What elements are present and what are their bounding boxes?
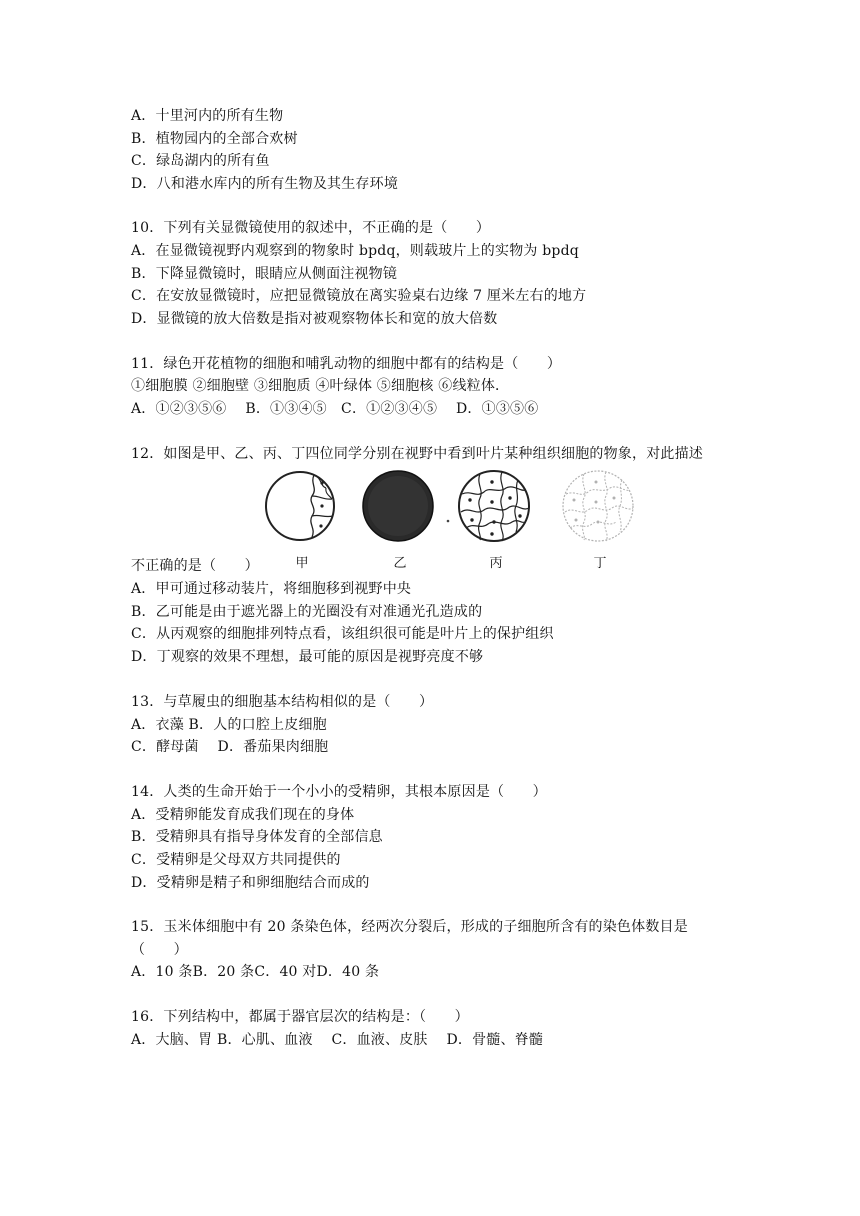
q9-option-b: B．植物园内的全部合欢树 — [131, 131, 298, 147]
q12-option-b: B．乙可能是由于遮光器上的光圈没有对准通光孔造成的 — [131, 604, 483, 620]
q12-option-d: D．丁观察的效果不理想，最可能的原因是视野亮度不够 — [131, 649, 484, 665]
q10-stem: 10．下列有关显微镜使用的叙述中，不正确的是（ ） — [131, 220, 491, 236]
q16-options: A．大脑、胃 B．心肌、血液 C．血液、皮肤 D．骨髓、脊髓 — [131, 1032, 544, 1048]
view-jia — [266, 472, 334, 540]
q13-stem: 13．与草履虫的细胞基本结构相似的是（ ） — [131, 694, 434, 710]
q13-options-1: A．衣藻 B．人的口腔上皮细胞 — [131, 717, 327, 733]
q15-stem-cont: （ ） — [131, 942, 188, 958]
q12-option-a: A．甲可通过移动装片，将细胞移到视野中央 — [131, 581, 412, 597]
q12-option-c: C．从丙观察的细胞排列特点看，该组织很可能是叶片上的保护组织 — [131, 626, 554, 642]
q12-microscope-figure — [262, 466, 648, 572]
view-bing — [459, 471, 529, 541]
q12-stem: 12．如图是甲、乙、丙、丁四位同学分别在视野中看到叶片某种组织细胞的物象，对此描述 — [131, 446, 704, 462]
q9-option-d: D．八和港水库内的所有生物及其生存环境 — [131, 176, 399, 192]
q14-option-b: B．受精卵具有指导身体发育的全部信息 — [131, 829, 383, 845]
q10-option-d: D．显微镜的放大倍数是指对被观察物体长和宽的放大倍数 — [131, 311, 498, 327]
speck-dot — [447, 520, 450, 523]
q10-option-a: A．在显微镜视野内观察到的物象时 bpdq，则载玻片上的实物为 bpdq — [131, 243, 579, 259]
q11-items: ①细胞膜 ②细胞壁 ③细胞质 ④叶绿体 ⑤细胞核 ⑥线粒体． — [131, 378, 510, 394]
label-ding: 丁 — [593, 556, 607, 571]
q14-option-c: C．受精卵是父母双方共同提供的 — [131, 852, 341, 868]
label-bing: 丙 — [489, 556, 503, 571]
q15-options: A．10 条B．20 条C．40 对D．40 条 — [131, 964, 380, 980]
q9-option-c: C．绿岛湖内的所有鱼 — [131, 153, 270, 169]
label-yi: 乙 — [393, 556, 407, 571]
q14-stem: 14．人类的生命开始于一个小小的受精卵，其根本原因是（ ） — [131, 784, 547, 800]
q14-option-a: A．受精卵能发育成我们现在的身体 — [131, 807, 355, 823]
q13-options-2: C．酵母菌 D．番茄果肉细胞 — [131, 739, 329, 755]
q10-option-b: B．下降显微镜时，眼睛应从侧面注视物镜 — [131, 266, 398, 282]
q16-stem: 16．下列结构中，都属于器官层次的结构是：（ ） — [131, 1009, 469, 1025]
q11-options: A．①②③⑤⑥ B．①③④⑤ C．①②③④⑤ D．①③⑤⑥ — [131, 401, 539, 417]
q10-option-c: C．在安放显微镜时，应把显微镜放在离实验桌右边缘 7 厘米左右的地方 — [131, 288, 587, 304]
q11-stem: 11．绿色开花植物的细胞和哺乳动物的细胞中都有的结构是（ ） — [131, 356, 562, 372]
q15-stem: 15．玉米体细胞中有 20 条染色体，经两次分裂后，形成的子细胞所含有的染色体数目是 — [131, 919, 688, 935]
view-yi — [363, 471, 433, 541]
label-jia: 甲 — [295, 556, 309, 571]
view-ding — [563, 471, 633, 541]
q9-option-a: A．十里河内的所有生物 — [131, 108, 284, 124]
q14-option-d: D．受精卵是精子和卵细胞结合而成的 — [131, 875, 370, 891]
q12-stem-cont: 不正确的是（ ） — [131, 558, 259, 574]
